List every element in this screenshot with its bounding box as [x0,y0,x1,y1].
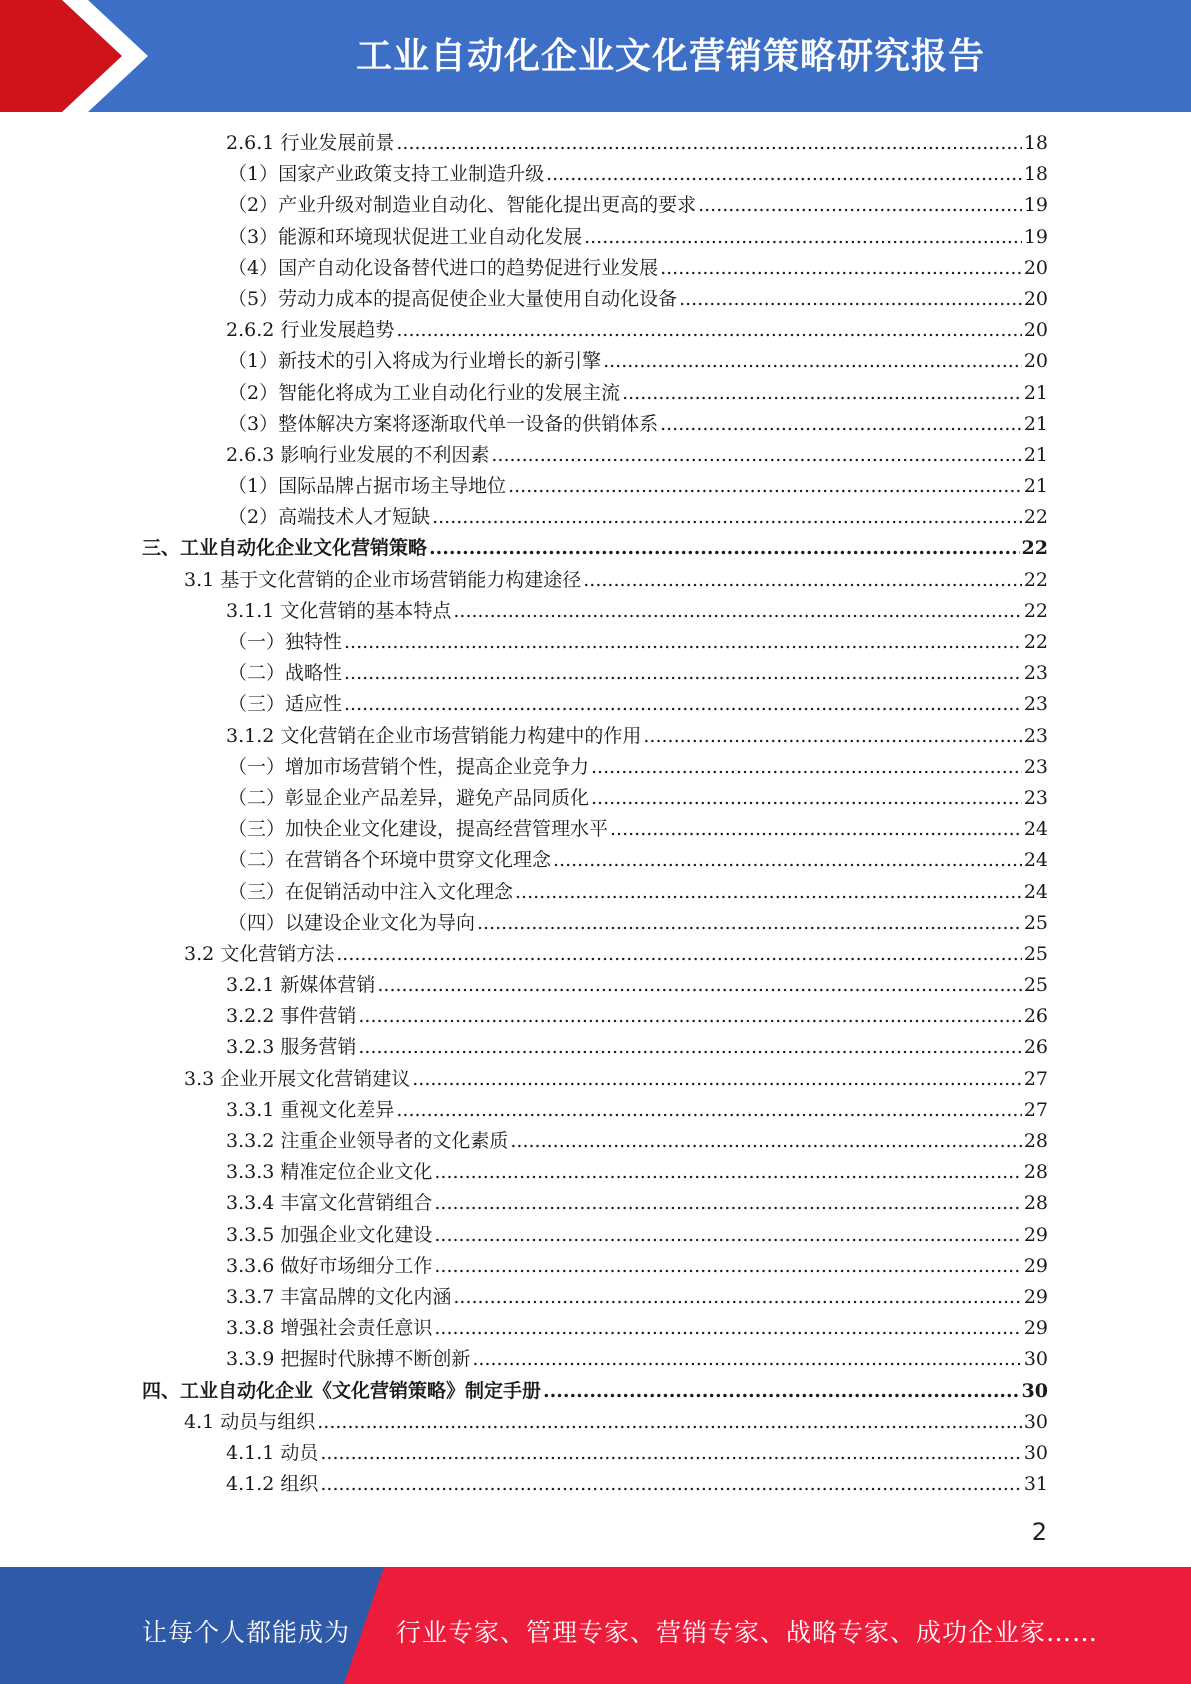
toc-entry[interactable] [142,877,1048,908]
toc-entry-page: 29 [1023,1317,1048,1340]
table-of-contents [142,128,1048,1500]
toc-entry[interactable] [142,1438,1048,1469]
toc-entry-title: 3.2 文化营销方法 [184,942,335,965]
toc-entry-title: （二）战略性 [228,662,343,685]
toc-entry[interactable] [142,596,1048,627]
toc-entry-title: （4）国产自动化设备替代进口的趋势促进行业发展 [228,256,659,279]
toc-leader-dots [679,288,1022,310]
toc-entry-title: 2.6.2 行业发展趋势 [226,319,395,342]
toc-entry-title: 3.1.2 文化营销在企业市场营销能力构建中的作用 [226,724,642,747]
toc-leader-dots [396,132,1021,154]
toc-entry-page: 30 [1023,1348,1048,1371]
toc-entry[interactable] [142,908,1048,939]
toc-entry-page: 25 [1023,911,1048,934]
toc-entry-title: （二）在营销各个环境中贯穿文化理念 [228,849,552,872]
toc-leader-dots [477,912,1022,934]
toc-leader-dots [358,1036,1021,1058]
toc-leader-dots [344,693,1022,715]
toc-leader-dots [377,974,1021,996]
toc-entry-page: 22 [1023,631,1048,653]
toc-entry-title: 3.3.7 丰富品牌的文化内涵 [226,1285,452,1308]
toc-leader-dots [396,1099,1021,1121]
toc-entry-title: 4.1 动员与组织 [184,1410,316,1433]
toc-entry[interactable] [142,1157,1048,1188]
toc-entry[interactable] [142,1032,1048,1063]
toc-entry-page: 26 [1023,1036,1048,1059]
toc-leader-dots [320,1473,1021,1495]
toc-leader-dots [432,506,1022,528]
toc-entry-page: 21 [1023,475,1048,498]
toc-leader-dots [358,1005,1021,1027]
toc-entry-page: 24 [1023,849,1048,872]
toc-entry-title: （3）整体解决方案将逐渐取代单一设备的供销体系 [228,412,659,435]
toc-entry-page: 28 [1023,1130,1048,1152]
toc-entry-title: 四、工业自动化企业《文化营销策略》制定手册 [142,1379,542,1402]
footer-slogan-lead: 让每个人都能成为 [142,1618,351,1647]
toc-entry[interactable] [142,1220,1048,1251]
toc-entry-page: 31 [1023,1473,1048,1496]
toc-entry-title: 3.3.1 重视文化差异 [226,1098,395,1121]
toc-entry-page: 25 [1023,942,1048,965]
toc-leader-dots [412,1068,1022,1090]
toc-entry[interactable] [142,378,1048,409]
toc-leader-dots [546,163,1022,185]
toc-leader-dots [698,194,1022,216]
toc-leader-dots [336,943,1022,965]
footer-slogan-roles: 行业专家、管理专家、营销专家、战略专家、成功企业家…… [396,1618,1099,1647]
toc-entry-title: 3.3.4 丰富文化营销组合 [226,1192,433,1215]
toc-entry[interactable] [142,721,1048,752]
toc-entry[interactable] [142,565,1048,596]
toc-leader-dots [434,1161,1021,1183]
toc-entry-title: （5）劳动力成本的提高促使企业大量使用自动化设备 [228,287,678,310]
toc-entry[interactable] [142,190,1048,221]
toc-entry[interactable] [142,939,1048,970]
toc-leader-dots [510,1130,1021,1152]
toc-entry-title: 3.3.6 做好市场细分工作 [226,1254,433,1277]
toc-entry-page: 24 [1023,818,1048,841]
toc-entry[interactable] [142,1188,1048,1219]
toc-entry[interactable] [142,1126,1048,1157]
toc-entry-title: 3.3.8 增强社会责任意识 [226,1317,433,1340]
toc-entry-title: （2）高端技术人才短缺 [228,506,431,529]
toc-entry[interactable] [142,1064,1048,1095]
toc-entry[interactable] [142,533,1048,564]
toc-entry[interactable] [142,1376,1048,1407]
toc-entry-page: 24 [1023,880,1048,903]
toc-leader-dots [434,1317,1021,1339]
toc-entry-page: 29 [1023,1223,1048,1246]
toc-entry-page: 22 [1023,506,1048,529]
toc-entry-title: （2）智能化将成为工业自动化行业的发展主流 [228,381,621,404]
toc-entry[interactable] [142,1001,1048,1032]
toc-entry[interactable] [142,1095,1048,1126]
toc-entry-page: 23 [1023,786,1048,809]
toc-entry-title: 3.1.1 文化营销的基本特点 [226,599,452,622]
toc-entry-title: （3）能源和环境现状促进工业自动化发展 [228,225,583,248]
toc-entry-title: 3.1 基于文化营销的企业市场营销能力构建途径 [184,568,582,591]
toc-entry-page: 28 [1023,1192,1048,1215]
toc-leader-dots [543,1380,1020,1402]
toc-entry[interactable] [142,752,1048,783]
toc-entry-title: （三）加快企业文化建设，提高经营管理水平 [228,818,609,841]
toc-leader-dots [434,1224,1021,1246]
toc-entry-page: 19 [1023,194,1048,217]
toc-leader-dots [434,1255,1021,1277]
toc-entry-page: 19 [1023,225,1048,248]
toc-entry[interactable] [142,440,1048,471]
toc-entry-title: 三、工业自动化企业文化营销策略 [142,537,428,560]
toc-leader-dots [491,444,1021,466]
toc-leader-dots [396,319,1021,341]
page-header [0,0,1191,112]
toc-entry-title: 2.6.3 影响行业发展的不利因素 [226,443,490,466]
toc-entry[interactable] [142,502,1048,533]
toc-entry[interactable] [142,783,1048,814]
toc-leader-dots [515,881,1022,903]
toc-leader-dots [583,569,1022,591]
toc-entry[interactable] [142,658,1048,689]
toc-entry-title: （四）以建设企业文化为导向 [228,911,476,934]
toc-leader-dots [344,662,1022,684]
toc-entry-title: 3.2.2 事件营销 [226,1005,357,1028]
toc-entry[interactable] [142,1251,1048,1282]
toc-entry[interactable] [142,1407,1048,1438]
toc-entry-page: 23 [1023,755,1048,778]
toc-leader-dots [317,1411,1022,1433]
toc-leader-dots [344,631,1022,653]
toc-entry-page: 29 [1023,1285,1048,1308]
toc-entry-title: 3.3.5 加强企业文化建设 [226,1223,433,1246]
toc-entry-page: 23 [1023,662,1048,685]
toc-entry-page: 20 [1023,350,1048,373]
toc-entry[interactable] [142,128,1048,159]
toc-entry-page: 29 [1023,1254,1048,1277]
toc-entry-title: 4.1.2 组织 [226,1473,319,1496]
toc-leader-dots [584,226,1022,248]
toc-entry-title: （1）国际品牌占据市场主导地位 [228,475,507,498]
toc-entry-title: 3.3.9 把握时代脉搏不断创新 [226,1348,471,1371]
toc-entry-title: 3.3.2 注重企业领导者的文化素质 [226,1130,509,1152]
toc-entry-page: 21 [1023,443,1048,466]
toc-entry-title: （三）在促销活动中注入文化理念 [228,880,514,903]
toc-entry-page: 23 [1023,693,1048,716]
toc-entry-title: 3.2.1 新媒体营销 [226,974,376,997]
toc-entry-title: （二）彰显企业产品差异，避免产品同质化 [228,786,590,809]
toc-entry[interactable] [142,222,1048,253]
toc-entry-title: 2.6.1 行业发展前景 [226,132,395,154]
page-number: 2 [1031,1518,1047,1546]
toc-entry-page: 26 [1023,1005,1048,1028]
toc-entry-page: 27 [1023,1067,1048,1090]
toc-entry-page: 20 [1023,287,1048,310]
toc-leader-dots [643,725,1021,747]
toc-leader-dots [591,756,1022,778]
toc-entry-title: （1）新技术的引入将成为行业增长的新引擎 [228,350,602,373]
toc-leader-dots [508,475,1022,497]
toc-leader-dots [453,600,1021,622]
toc-entry-page: 20 [1023,319,1048,342]
toc-entry[interactable] [142,159,1048,190]
toc-entry[interactable] [142,1469,1048,1500]
toc-entry-title: 3.3 企业开展文化营销建议 [184,1067,411,1090]
toc-entry-page: 22 [1023,599,1048,622]
toc-entry-page: 30 [1023,1410,1048,1433]
toc-entry[interactable] [142,1313,1048,1344]
toc-entry-title: （2）产业升级对制造业自动化、智能化提出更高的要求 [228,194,697,217]
toc-entry-title: （一）增加市场营销个性，提高企业竞争力 [228,755,590,778]
toc-entry-page: 30 [1021,1379,1048,1402]
toc-entry[interactable] [142,814,1048,845]
toc-leader-dots [453,1286,1021,1308]
toc-entry-page: 25 [1023,974,1048,997]
toc-entry[interactable] [142,627,1048,658]
toc-leader-dots [660,257,1022,279]
toc-entry-page: 22 [1023,568,1048,591]
toc-entry-title: （三）适应性 [228,693,343,716]
toc-entry-title: （1）国家产业政策支持工业制造升级 [228,163,545,186]
toc-entry-title: （一）独特性 [228,631,343,653]
toc-entry-title: 4.1.1 动员 [226,1441,319,1464]
toc-entry-page: 21 [1023,381,1048,404]
toc-leader-dots [434,1192,1021,1214]
toc-entry[interactable] [142,689,1048,720]
toc-entry[interactable] [142,1344,1048,1375]
report-title: 工业自动化企业文化营销策略研究报告 [355,36,985,77]
toc-entry[interactable] [142,409,1048,440]
toc-entry-title: 3.2.3 服务营销 [226,1036,357,1059]
page-footer [0,1567,1191,1684]
toc-entry[interactable] [142,315,1048,346]
toc-entry-page: 22 [1021,537,1048,560]
toc-entry-page: 18 [1023,163,1048,186]
toc-entry-page: 30 [1023,1441,1048,1464]
toc-leader-dots [553,849,1022,871]
toc-entry-page: 28 [1023,1161,1048,1184]
toc-leader-dots [591,787,1022,809]
toc-entry[interactable] [142,1282,1048,1313]
toc-entry-page: 21 [1023,412,1048,435]
toc-entry-page: 18 [1023,132,1048,154]
toc-entry[interactable] [142,970,1048,1001]
toc-entry-page: 20 [1023,256,1048,279]
toc-leader-dots [429,537,1020,559]
toc-entry-page: 27 [1023,1098,1048,1121]
toc-entry-title: 3.3.3 精准定位企业文化 [226,1161,433,1184]
toc-leader-dots [320,1442,1021,1464]
toc-entry[interactable] [142,346,1048,377]
toc-entry[interactable] [142,845,1048,876]
toc-entry[interactable] [142,253,1048,284]
toc-entry-page: 23 [1023,724,1048,747]
toc-leader-dots [603,350,1022,372]
toc-entry[interactable] [142,471,1048,502]
toc-leader-dots [472,1348,1021,1370]
toc-entry[interactable] [142,284,1048,315]
toc-leader-dots [622,382,1022,404]
toc-leader-dots [660,413,1022,435]
toc-leader-dots [610,818,1022,840]
